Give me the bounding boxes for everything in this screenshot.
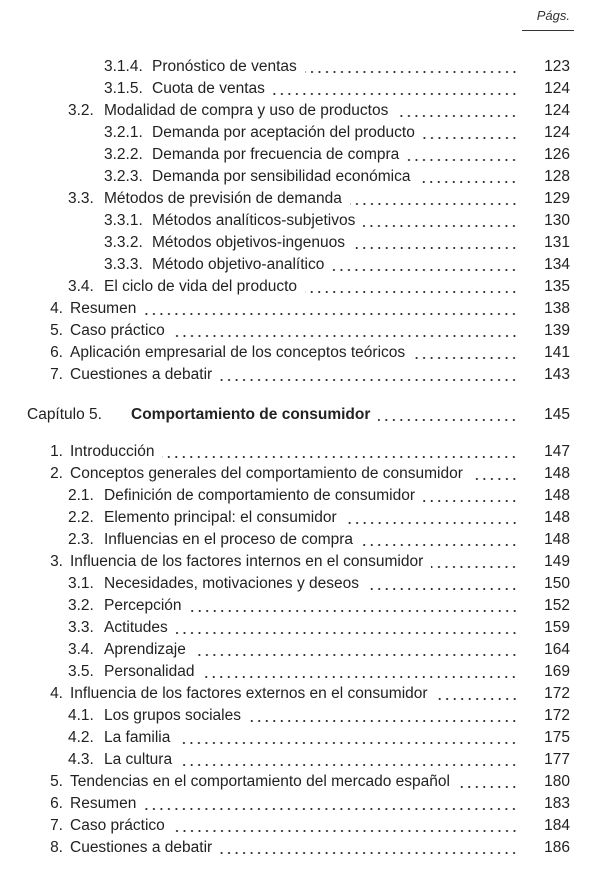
entry-number: 3.3.1. <box>104 212 143 229</box>
entry-number: 3.3.3. <box>104 256 143 273</box>
page-number: 149 <box>544 553 570 570</box>
entry-number: 2. <box>50 465 63 482</box>
dot-leader <box>367 588 518 590</box>
page-number: 128 <box>544 168 570 185</box>
dot-leader <box>220 852 518 854</box>
toc-entry <box>0 705 600 727</box>
entry-number: 3.2.1. <box>104 124 143 141</box>
page-number: 172 <box>544 685 570 702</box>
toc-entry <box>0 573 600 595</box>
entry-title: Influencia de los factores internos en el consumidor <box>70 553 424 570</box>
entry-number: 5. <box>50 322 63 339</box>
entry-title: Aplicación empresarial de los conceptos teóricos <box>70 344 406 361</box>
page-number: 150 <box>544 575 570 592</box>
entry-number: 3.3. <box>68 619 94 636</box>
entry-title: La familia <box>104 729 171 746</box>
page-number: 180 <box>544 773 570 790</box>
toc-entry <box>0 166 600 188</box>
page-number: 124 <box>544 102 570 119</box>
entry-number: 3.2. <box>68 102 94 119</box>
toc-entry <box>0 463 600 485</box>
toc-entry <box>0 342 600 364</box>
entry-number: 3.1.4. <box>104 58 143 75</box>
page-number: 139 <box>544 322 570 339</box>
dot-leader <box>363 225 518 227</box>
entry-title: Actitudes <box>104 619 168 636</box>
entry-number: 6. <box>50 344 63 361</box>
dot-leader <box>173 830 518 832</box>
dot-leader <box>350 203 518 205</box>
dot-leader <box>144 808 518 810</box>
toc-entry <box>0 188 600 210</box>
entry-title: Métodos objetivos-ingenuos <box>152 234 346 251</box>
toc-entry <box>0 771 600 793</box>
page-number: 175 <box>544 729 570 746</box>
entry-title: El ciclo de vida del producto <box>104 278 298 295</box>
entry-title: Tendencias en el comportamiento del mercado español <box>70 773 450 790</box>
page-number: 177 <box>544 751 570 768</box>
entry-number: 4. <box>50 300 63 317</box>
page-number: 131 <box>544 234 570 251</box>
toc-entry <box>0 815 600 837</box>
entry-number: 3.3. <box>68 190 94 207</box>
entry-title: Necesidades, motivaciones y deseos <box>104 575 360 592</box>
page-number: 126 <box>544 146 570 163</box>
entry-number: 5. <box>50 773 63 790</box>
toc-entry <box>0 639 600 661</box>
toc-entry <box>0 298 600 320</box>
toc-entry <box>0 529 600 551</box>
entry-number: 7. <box>50 817 63 834</box>
dot-leader <box>220 379 518 381</box>
page-number: 159 <box>544 619 570 636</box>
toc-entry <box>0 749 600 771</box>
toc-entry <box>0 837 600 859</box>
entry-number: 8. <box>50 839 63 856</box>
page-number: 123 <box>544 58 570 75</box>
entry-title: Cuestiones a debatir <box>70 839 213 856</box>
entry-number: 4.2. <box>68 729 94 746</box>
entry-title: Los grupos sociales <box>104 707 241 724</box>
entry-title: Influencias en el proceso de compra <box>104 531 354 548</box>
toc-entry <box>0 661 600 683</box>
dot-leader <box>361 544 518 546</box>
dot-leader <box>176 632 518 634</box>
dot-leader <box>305 71 518 73</box>
entry-title: Caso práctico <box>70 817 165 834</box>
toc-entry <box>0 364 600 386</box>
dot-leader <box>345 522 518 524</box>
dot-leader <box>471 478 518 480</box>
dot-leader <box>431 566 518 568</box>
page-number: 134 <box>544 256 570 273</box>
dot-leader <box>162 456 518 458</box>
entry-number: 3.2.3. <box>104 168 143 185</box>
toc-entry <box>0 232 600 254</box>
page-number: 124 <box>544 80 570 97</box>
dot-leader <box>458 786 518 788</box>
dot-leader <box>305 291 518 293</box>
dot-leader <box>423 500 518 502</box>
entry-number: 4.1. <box>68 707 94 724</box>
page-number: 186 <box>544 839 570 856</box>
entry-title: Influencia de los factores externos en el consumidor <box>70 685 428 702</box>
entry-number: 4.3. <box>68 751 94 768</box>
page-number: 141 <box>544 344 570 361</box>
entry-title: Demanda por sensibilidad económica <box>152 168 411 185</box>
entry-title: Resumen <box>70 300 137 317</box>
entry-title: Personalidad <box>104 663 195 680</box>
dot-leader <box>144 313 518 315</box>
dot-leader <box>353 247 518 249</box>
toc-entry <box>0 595 600 617</box>
toc-entry <box>0 485 600 507</box>
dot-leader <box>423 137 518 139</box>
entry-title: Resumen <box>70 795 137 812</box>
dot-leader <box>273 93 518 95</box>
toc-entry <box>0 551 600 573</box>
entry-title: Caso práctico <box>70 322 165 339</box>
toc-entry <box>0 254 600 276</box>
entry-number: 3.2.2. <box>104 146 143 163</box>
entry-number: 3.5. <box>68 663 94 680</box>
toc-entry <box>0 122 600 144</box>
page-number: 143 <box>544 366 570 383</box>
pages-column-header: Págs. <box>536 8 570 23</box>
chapter-entry <box>0 404 600 426</box>
page-number: 164 <box>544 641 570 658</box>
dot-leader <box>436 698 518 700</box>
page-number: 183 <box>544 795 570 812</box>
dot-leader <box>396 115 518 117</box>
toc-entry <box>0 320 600 342</box>
toc-entry <box>0 100 600 122</box>
dot-leader <box>378 419 518 421</box>
entry-number: 2.3. <box>68 531 94 548</box>
toc-entry <box>0 507 600 529</box>
page-number: 148 <box>544 487 570 504</box>
toc-entry <box>0 56 600 78</box>
entry-number: 2.1. <box>68 487 94 504</box>
entry-title: Elemento principal: el consumidor <box>104 509 337 526</box>
toc-entry <box>0 276 600 298</box>
dot-leader <box>194 654 518 656</box>
toc-entry <box>0 78 600 100</box>
entry-number: 4. <box>50 685 63 702</box>
entry-number: 3. <box>50 553 63 570</box>
page-number: 129 <box>544 190 570 207</box>
page-number: 148 <box>544 531 570 548</box>
toc-entry <box>0 617 600 639</box>
toc-entry <box>0 793 600 815</box>
entry-title: Aprendizaje <box>104 641 186 658</box>
entry-title: Demanda por frecuencia de compra <box>152 146 400 163</box>
entry-title: Métodos analíticos-subjetivos <box>152 212 356 229</box>
entry-title: Definición de comportamiento de consumidor <box>104 487 416 504</box>
page-number: 124 <box>544 124 570 141</box>
entry-number: 3.1. <box>68 575 94 592</box>
entry-title: La cultura <box>104 751 173 768</box>
page-number: 148 <box>544 465 570 482</box>
dot-leader <box>178 742 518 744</box>
entry-title: Cuestiones a debatir <box>70 366 213 383</box>
entry-number: 3.4. <box>68 641 94 658</box>
page-number: 169 <box>544 663 570 680</box>
entry-title: Introducción <box>70 443 155 460</box>
entry-title: Métodos de previsión de demanda <box>104 190 342 207</box>
page-number: 152 <box>544 597 570 614</box>
toc-entry <box>0 210 600 232</box>
page-number: 138 <box>544 300 570 317</box>
page-number: 172 <box>544 707 570 724</box>
header-rule <box>522 30 574 31</box>
entry-title: Método objetivo-analítico <box>152 256 325 273</box>
dot-leader <box>202 676 518 678</box>
entry-title: Comportamiento de consumidor <box>131 406 371 423</box>
toc-entry <box>0 683 600 705</box>
entry-number: 3.2. <box>68 597 94 614</box>
entry-number: 3.4. <box>68 278 94 295</box>
dot-leader <box>418 181 518 183</box>
entry-number: 1. <box>50 443 63 460</box>
entry-title: Demanda por aceptación del producto <box>152 124 415 141</box>
entry-number: 3.3.2. <box>104 234 143 251</box>
dot-leader <box>173 335 518 337</box>
dot-leader <box>190 610 518 612</box>
page-number: 135 <box>544 278 570 295</box>
dot-leader <box>413 357 518 359</box>
entry-title: Cuota de ventas <box>152 80 265 97</box>
toc-entry <box>0 441 600 463</box>
entry-number: 2.2. <box>68 509 94 526</box>
page-number: 130 <box>544 212 570 229</box>
entry-title: Pronóstico de ventas <box>152 58 297 75</box>
page-number: 184 <box>544 817 570 834</box>
entry-title: Modalidad de compra y uso de productos <box>104 102 389 119</box>
entry-number: 3.1.5. <box>104 80 143 97</box>
toc-entry <box>0 727 600 749</box>
entry-title: Conceptos generales del comportamiento de consumidor <box>70 465 463 482</box>
entry-number: 7. <box>50 366 63 383</box>
page-number: 145 <box>544 406 570 423</box>
dot-leader <box>249 720 518 722</box>
dot-leader <box>407 159 518 161</box>
dot-leader <box>332 269 518 271</box>
entry-number: 6. <box>50 795 63 812</box>
page-number: 148 <box>544 509 570 526</box>
toc-entry <box>0 144 600 166</box>
dot-leader <box>180 764 518 766</box>
page-number: 147 <box>544 443 570 460</box>
entry-number: Capítulo 5. <box>27 406 102 423</box>
entry-title: Percepción <box>104 597 182 614</box>
